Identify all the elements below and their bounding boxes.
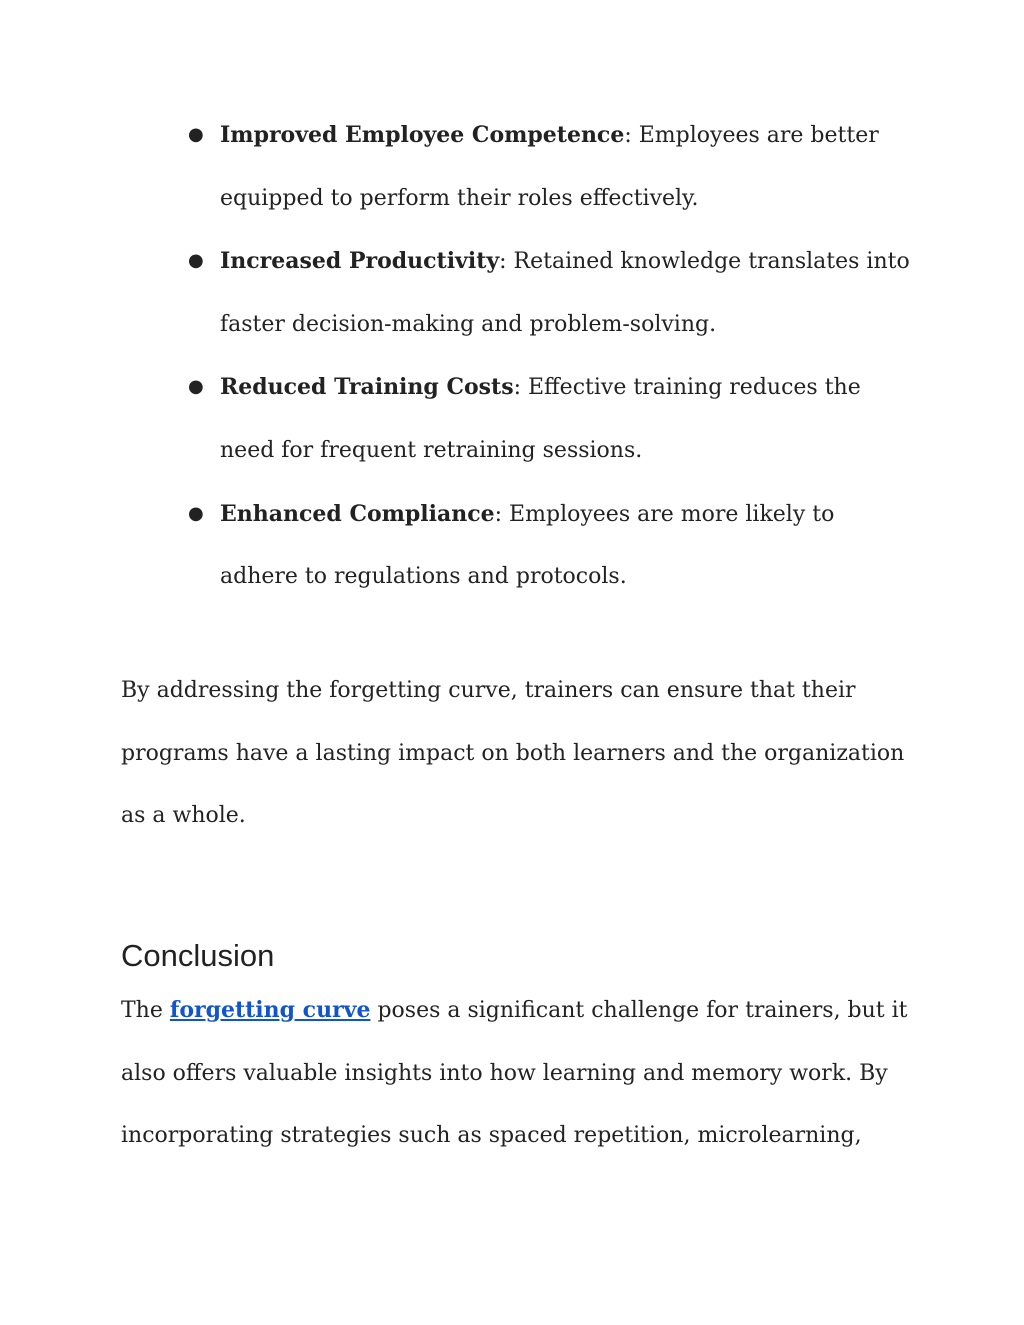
forgetting-curve-link[interactable]: forgetting curve (169, 997, 371, 1023)
bullet-term: Increased Productivity (220, 248, 500, 275)
list-item (188, 230, 910, 356)
bullet-term: Reduced Training Costs (220, 374, 514, 401)
bullet-icon: ● (188, 250, 204, 272)
bullet-text: : Effective training reduces the need for frequent retraining sessions. (220, 375, 861, 463)
bullet-term: Improved Employee Competence (220, 122, 625, 148)
conclusion-paragraph (121, 979, 911, 1168)
bullet-text: : Employees are more likely to adhere to regulations and protocols. (220, 501, 835, 590)
bullet-text: : Employees are better equipped to perform their roles effectively. (220, 123, 879, 211)
list-item (188, 483, 910, 609)
conclusion-heading: Conclusion (121, 938, 275, 973)
bullet-text: : Retained knowledge translates into faster decision-making and problem-solving. (220, 249, 910, 337)
conclusion-text: poses a significant challenge for trainers, but it also offers valuable insights into how learning and memory work. By incorporating strategies such as spaced repetition, microlearning, (121, 998, 908, 1149)
conclusion-prefix: The (121, 998, 170, 1023)
list-item (188, 104, 910, 230)
bullet-icon: ● (188, 124, 204, 145)
bullet-term: Enhanced Compliance (220, 500, 495, 527)
benefits-list (188, 104, 908, 609)
summary-paragraph: By addressing the forgetting curve, trainers can ensure that their programs have a lasting impact on both learners and the organization as a whole. (121, 678, 905, 829)
list-item (188, 356, 910, 482)
bullet-icon: ● (188, 376, 204, 398)
bullet-icon: ● (188, 502, 204, 524)
